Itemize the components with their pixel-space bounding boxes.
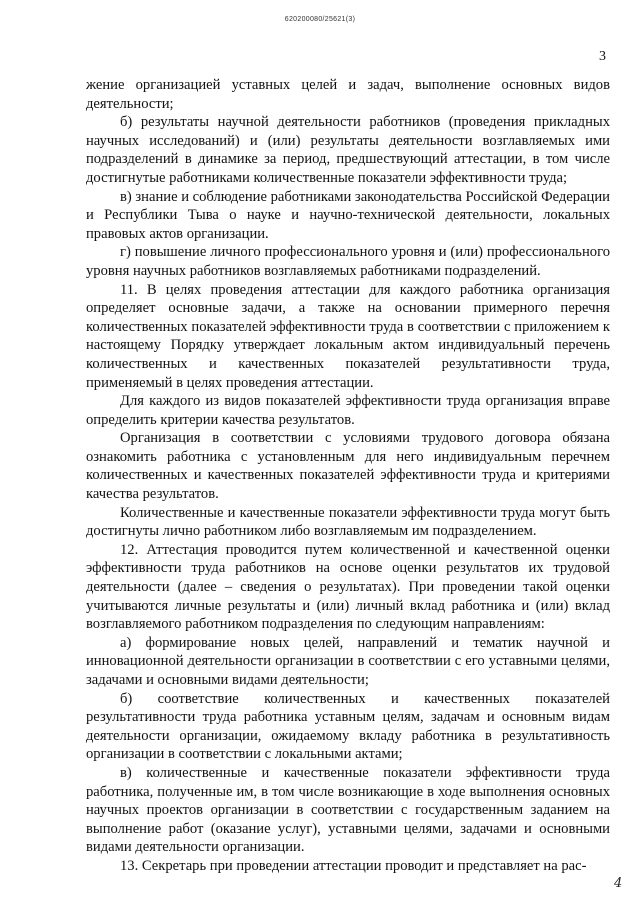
paragraph-achievement: Количественные и качественные показатели эффективности труда могут быть достигнуты лично работником либо возглавляемым им подразделением. (86, 504, 610, 540)
paragraph-clause-11: 11. В целях проведения аттестации для каждого работника организация определяет основные задачи, а также на основании примерного перечня количественных показателей эффективности труда в соответствии с приложением к настоящему Порядку утверждает локальным актом индивидуальный перечень количественных и качественных показателей результативности труда, применяемый в целях проведения аттестации. (86, 281, 610, 391)
paragraph-clause-12: 12. Аттестация проводится путем количественной и качественной оценки эффективности труда работников на основе оценки результатов их трудовой деятельности (далее – сведения о результатах). При проведении такой оценки учитываются личные результаты и (или) личный вклад работника и (или) вклад возглавляемого работником подразделения по следующим направлениям: (86, 541, 610, 633)
paragraph-acquaintance: Организация в соответствии с условиями трудового договора обязана ознакомить работника с установленным для него индивидуальным перечнем количественных и качественных показателей эффективности труда и критериями качества результатов. (86, 430, 610, 503)
paragraph-direction-b: б) соответствие количественных и качественных показателей результативности труда работника уставным целям, задачам и основным видам деятельности организации, ожидаемому вкладу работника в результативность организации в соответствии с локальными актами; (86, 690, 610, 763)
paragraph-quality-criteria: Для каждого из видов показателей эффективности труда организация вправе определить критерии качества результатов. (86, 393, 610, 428)
paragraph-item-b: б) результаты научной деятельности работников (проведения прикладных научных исследований) и (или) результаты деятельности возглавляемых ими подразделений в динамике за период, предшествующий аттестации, в том числе достигнутые работниками количественные показатели эффективности труда; (86, 114, 610, 186)
document-registration-code: 620200080/25621(3) (284, 16, 356, 23)
paragraph-clause-13: 13. Секретарь при проведении аттестации проводит и представляет на рас- (120, 857, 587, 874)
document-body (86, 76, 610, 876)
paragraph-continuation: жение организацией уставных целей и задач, выполнение основных видов деятельности; (86, 77, 610, 112)
paragraph-direction-v: в) количественные и качественные показатели эффективности труда работника, полученные им, в том числе возникающие в ходе выполнения основных научных проектов организации в соответствии с государственным заданием на выполнение работ (оказание услуг), уставными целями, задачами и основными видами деятельности организации. (86, 764, 610, 856)
handwritten-page-mark: 4 (614, 876, 623, 891)
page-number: 3 (599, 49, 606, 64)
paragraph-item-g: г) повышение личного профессионального уровня и (или) профессионального уровня научных работников возглавляемых работниками подразделений. (86, 244, 610, 279)
paragraph-item-v: в) знание и соблюдение работниками законодательства Российской Федерации и Республики Тыва о науке и научно-технической деятельности, локальных правовых актов организации. (86, 188, 610, 242)
paragraph-direction-a: а) формирование новых целей, направлений и тематик научной и инновационной деятельности организации в соответствии с его уставными целями, задачами и основными видами деятельности; (86, 634, 610, 688)
